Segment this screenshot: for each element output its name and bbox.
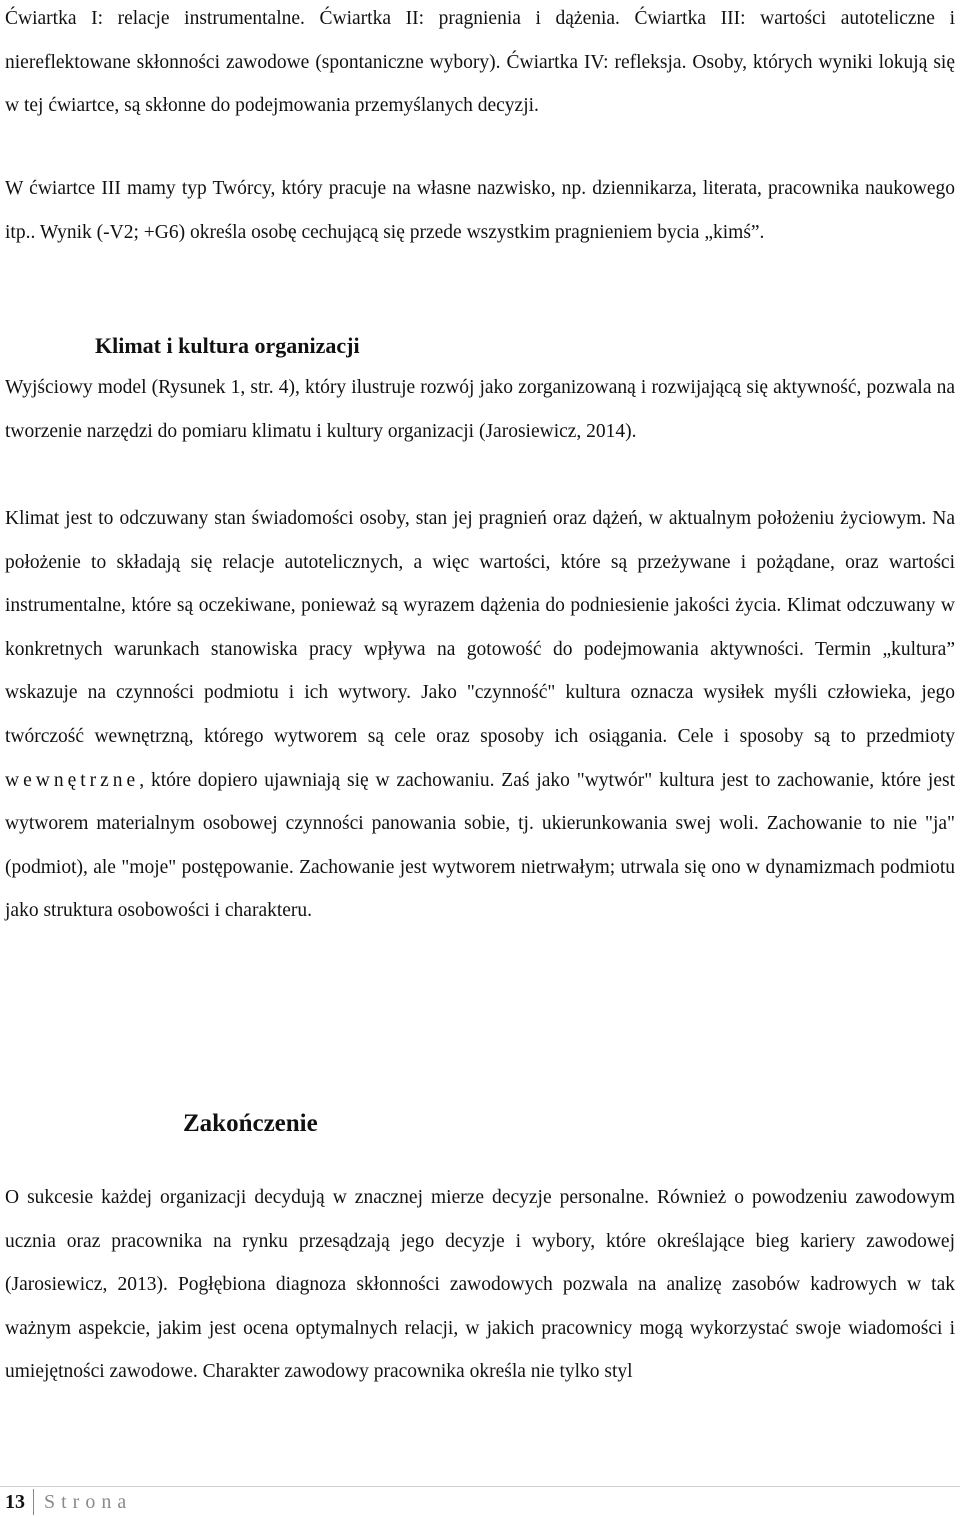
paragraph-creator-type: W ćwiartce III mamy typ Twórcy, który pracuje na własne nazwisko, np. dziennikarza, literata, pracownika naukowego itp.. Wynik (-V2; +G6) określa osobę cechującą się przede wszystkim pragnieniem bycia „kimś”. (5, 178, 955, 243)
paragraph-conclusion: O sukcesie każdej organizacji decydują w znacznej mierze decyzje personalne. Również o powodzeniu zawodowym ucznia oraz pracownika na rynku przesądzają jego decyzje i wybory, które określające bieg kariery zawodowej (Jarosiewicz, 2013). Pogłębiona diagnoza skłonności zawodowych pozwala na analizę zasobów kadrowych w tak ważnym aspekcie, jakim jest ocena optymalnych relacji, w jakich pracownicy mogą wykorzystać swoje wiadomości i umiejętności zawodowe. Charakter zawodowy pracownika określa nie tylko styl (5, 1187, 955, 1383)
paragraph-quadrants: Ćwiartka I: relacje instrumentalne. Ćwiartka II: pragnienia i dążenia. Ćwiartka III: wartości autoteliczne i niereflektowane skłonności zawodowe (spontaniczne wybory). Ćwiartka IV: refleksja. Osoby, których wyniki lokują się w tej ćwiartce, są skłonne do podejmowania przemyślanych decyzji. (5, 8, 955, 117)
paragraph-climate-definition (5, 497, 955, 933)
page-label: Strona (44, 1491, 133, 1513)
paragraph-climate-text-2: , które dopiero ujawniają się w zachowaniu. Zaś jako "wytwór" kultura jest to zachowanie, które jest wytworem materialnym osobowej czynności panowania sobie, tj. ukierunkowania swej woli. Zachowanie to nie "ja" (podmiot), ale "moje" postępowanie. Zachowanie jest wytworem nietrwałym; utrwala się ono w dynamizmach podmiotu jako struktura osobowości i charakteru. (5, 769, 955, 922)
spaced-word: wewnętrzne (5, 769, 140, 791)
page-footer (5, 1487, 132, 1517)
section-heading-climate-culture: Klimat i kultura organizacji (95, 333, 360, 358)
section-heading-conclusion: Zakończenie (183, 1110, 318, 1137)
footer-divider (0, 1486, 960, 1487)
paragraph-climate-text-1: Klimat jest to odczuwany stan świadomości osoby, stan jej pragnień oraz dążeń, w aktualnym położeniu życiowym. Na położenie to składają się relacje autotelicznych, a więc wartości, które są przeżywane i pożądane, oraz wartości instrumentalne, które są oczekiwane, ponieważ są wyrazem dążenia do podniesienie jakości życia. Klimat odczuwany w konkretnych warunkach stanowiska pracy wpływa na gotowość do podejmowania aktywności. Termin „kultura” wskazuje na czynności podmiotu i ich wytwory. Jako "czynność" kultura oznacza wysiłek myśli człowieka, jego twórczość wewnętrzną, którego wytworem są cele oraz sposoby ich osiągania. Cele i sposoby są to przedmioty (5, 508, 955, 747)
paragraph-model: Wyjściowy model (Rysunek 1, str. 4), który ilustruje rozwój jako zorganizowaną i rozwijającą się aktywność, pozwala na tworzenie narzędzi do pomiaru klimatu i kultury organizacji (Jarosiewicz, 2014). (5, 377, 955, 442)
footer-separator (33, 1489, 34, 1515)
page-number: 13 (5, 1491, 25, 1513)
